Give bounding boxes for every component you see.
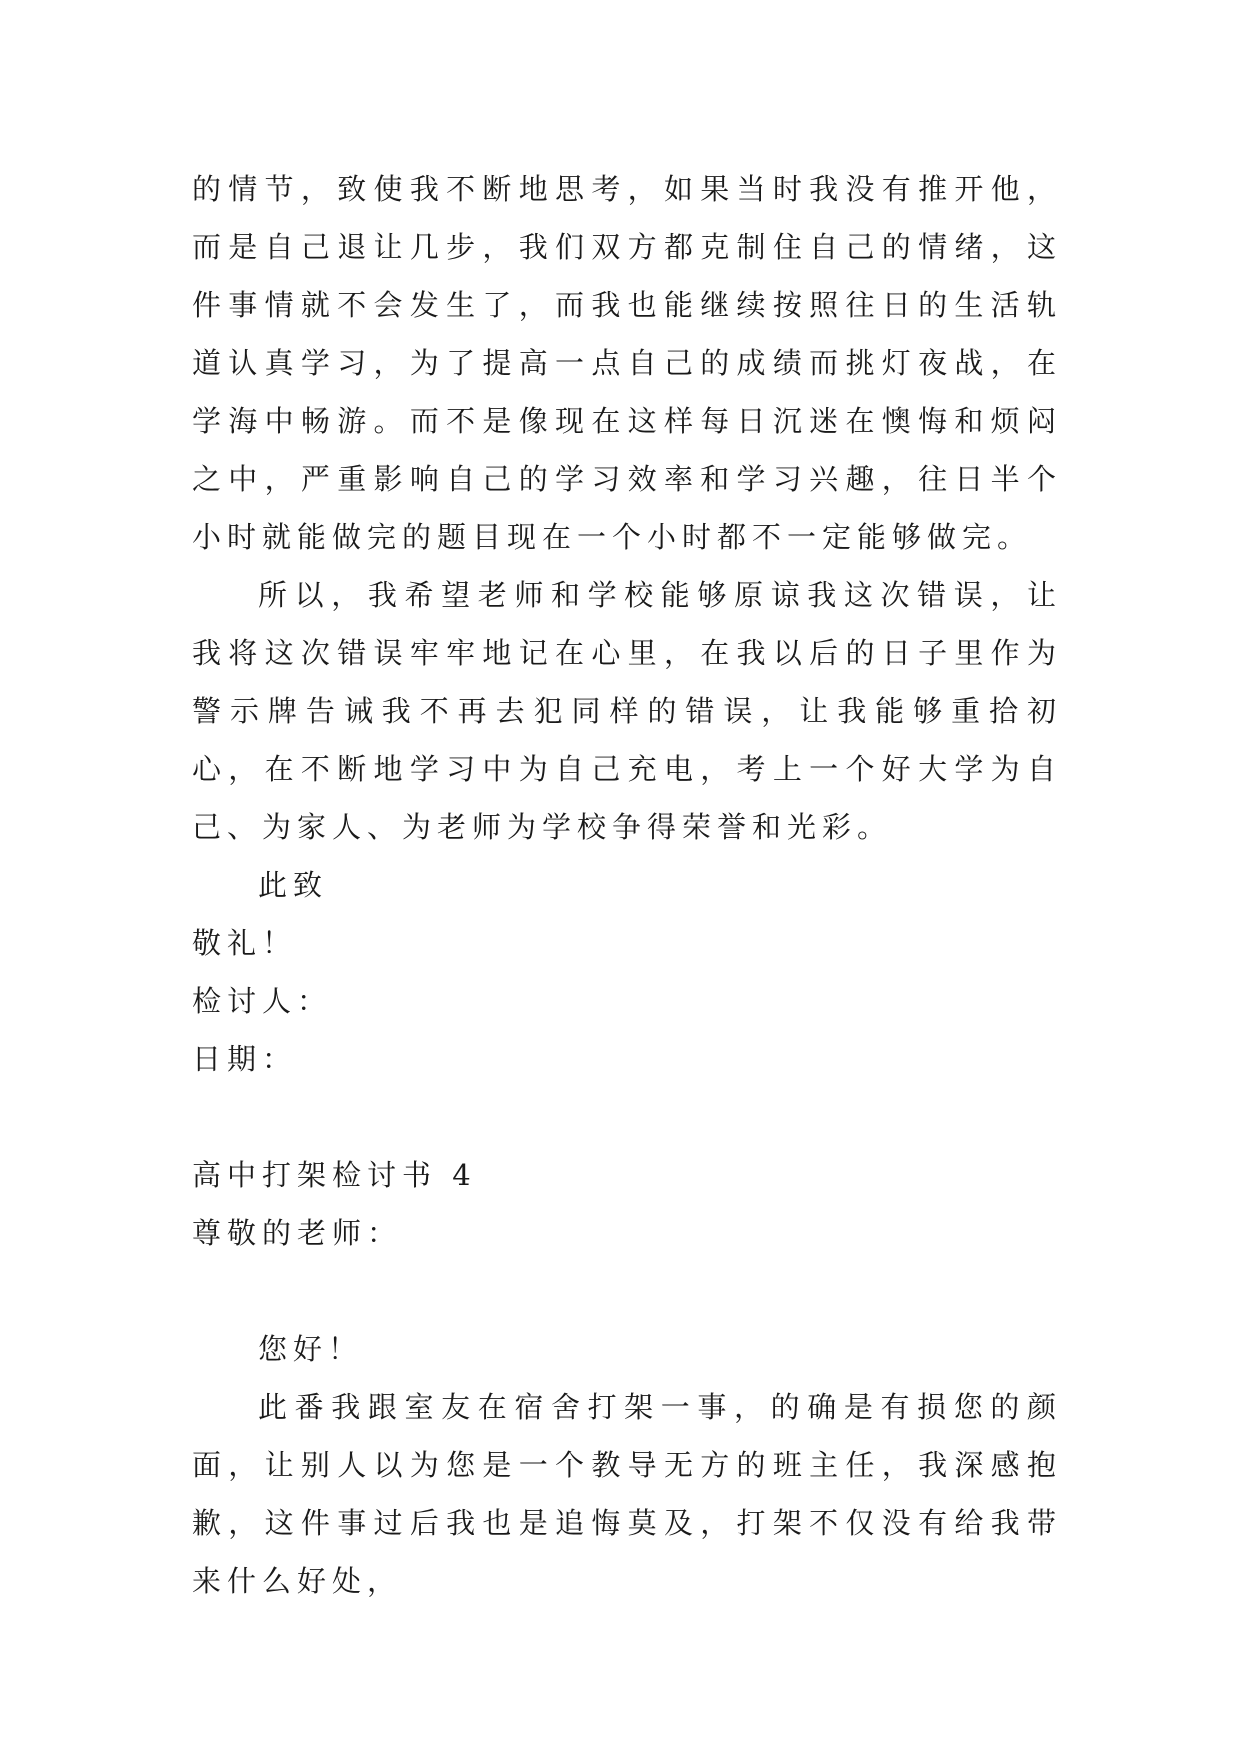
document-body	[192, 160, 1062, 1610]
blank-line	[192, 1262, 1062, 1320]
body-paragraph-3: 此番我跟室友在宿舍打架一事，的确是有损您的颜面，让别人以为您是一个教导无方的班主任，我深感抱歉，这件事过后我也是追悔莫及，打架不仅没有给我带来什么好处，	[192, 1390, 1062, 1598]
blank-line	[192, 1088, 1062, 1146]
section-title: 高中打架检讨书 4	[192, 1158, 477, 1192]
continuation-paragraph: 的情节，致使我不断地思考，如果当时我没有推开他，而是自己退让几步，我们双方都克制住自己的情绪，这件事情就不会发生了，而我也能继续按照往日的生活轨道认真学习，为了提高一点自己的成绩而挑灯夜战，在学海中畅游。而不是像现在这样每日沉迷在懊悔和烦闷之中，严重影响自己的学习效率和学习兴趣，往日半个小时就能做完的题目现在一个小时都不一定能够做完。	[192, 172, 1062, 554]
greeting: 您好！	[258, 1332, 364, 1366]
body-paragraph-2: 所以，我希望老师和学校能够原谅我这次错误，让我将这次错误牢牢地记在心里，在我以后的日子里作为警示牌告诫我不再去犯同样的错误，让我能够重拾初心，在不断地学习中为自己充电，考上一个好大学为自己、为家人、为老师为学校争得荣誉和光彩。	[192, 578, 1062, 844]
date-label: 日期：	[192, 1042, 298, 1076]
closing-line-2: 敬礼！	[192, 926, 298, 960]
salutation: 尊敬的老师：	[192, 1216, 403, 1250]
closing-line-1: 此致	[258, 868, 329, 902]
signer-label: 检讨人：	[192, 984, 333, 1018]
